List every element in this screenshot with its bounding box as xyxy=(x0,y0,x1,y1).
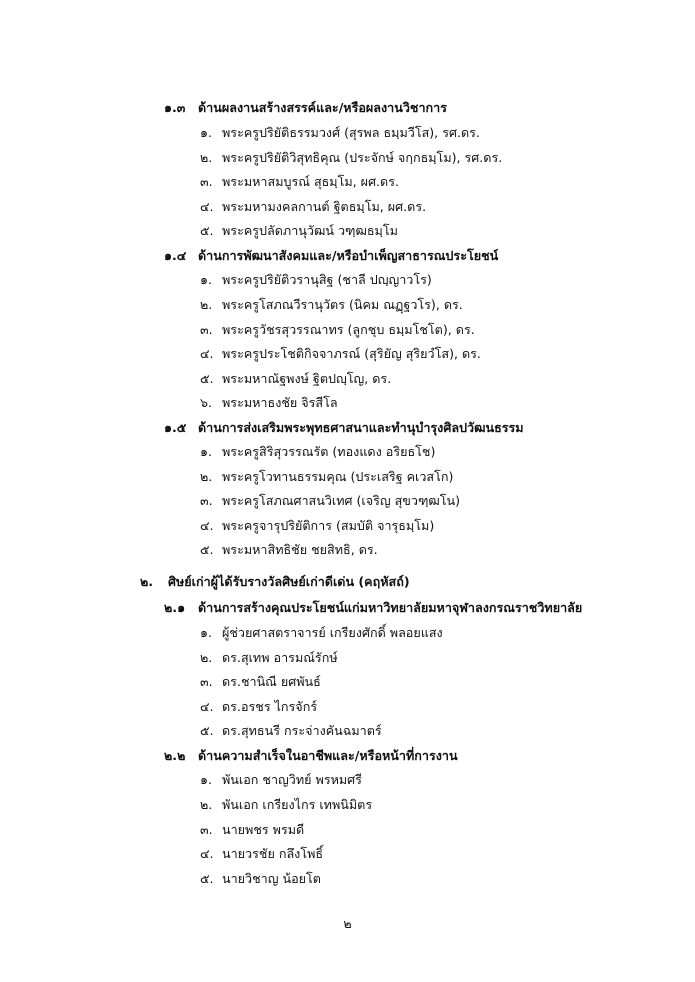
subsection-title: ด้านความสำเร็จในอาชีพและ/หรือหน้าที่การงาน xyxy=(198,748,458,763)
subsection-heading xyxy=(164,416,524,440)
item-text: นายวิชาญ น้อยโต xyxy=(222,871,321,886)
subsection-heading xyxy=(164,596,582,620)
item-number: ๑. xyxy=(200,444,212,459)
list-item xyxy=(200,121,480,145)
list-item xyxy=(200,695,317,719)
list-item xyxy=(200,514,434,538)
item-number: ๖. xyxy=(200,395,212,410)
item-text: พระครูโสภณศาสนวิเทศ (เจริญ สุขวฑฺฒโน) xyxy=(222,493,461,508)
subsection-number: ๑.๔ xyxy=(164,248,187,263)
subsection-title: ด้านการพัฒนาสังคมและ/หรือบำเพ็ญสาธารณประโยชน์ xyxy=(198,248,499,263)
item-number: ๕. xyxy=(200,542,214,557)
list-item xyxy=(200,170,399,194)
list-item xyxy=(200,646,338,670)
item-number: ๔. xyxy=(200,699,214,714)
item-text: พันเอก ชาญวิทย์ พรหมศรี xyxy=(222,772,362,787)
list-item xyxy=(200,621,443,645)
list-item xyxy=(200,489,460,513)
item-text: ดร.ชานิณี ยศพันธ์ xyxy=(222,674,321,689)
list-item xyxy=(200,342,481,366)
item-text: พระครูปริยัติวิสุทธิคุณ (ประจักษ์ จกฺกธมฺโม), รศ.ดร. xyxy=(222,150,503,165)
item-text: พระครูประโชติกิจจาภรณ์ (สุริยัญ สุริยวํโส), ดร. xyxy=(222,346,481,361)
subsection-heading xyxy=(164,744,458,768)
subsection-number: ๒.๒ xyxy=(164,748,186,763)
item-number: ๑. xyxy=(200,272,212,287)
subsection-number: ๒.๑ xyxy=(164,600,186,615)
item-number: ๒. xyxy=(200,797,213,812)
item-number: ๔. xyxy=(200,846,214,861)
list-item xyxy=(200,538,378,562)
list-item xyxy=(200,867,321,891)
item-text: พระมหามงคลกานต์ ฐิตธมฺโม, ผศ.ดร. xyxy=(222,199,427,214)
list-item xyxy=(200,268,432,292)
item-text: พันเอก เกรียงไกร เทพนิมิตร xyxy=(222,797,373,812)
subsection-title: ด้านการส่งเสริมพระพุทธศาสนาและทำนุบำรุงศิลปวัฒนธรรม xyxy=(198,420,524,435)
item-number: ๓. xyxy=(200,322,213,337)
subsection-title: ด้านการสร้างคุณประโยชน์แก่มหาวิทยาลัยมหาจุฬาลงกรณราชวิทยาลัย xyxy=(198,600,583,615)
item-number: ๒. xyxy=(200,297,213,312)
section-heading xyxy=(140,570,410,594)
item-number: ๕. xyxy=(200,223,214,238)
subsection-heading xyxy=(164,96,447,120)
item-text: พระครูปริยัติวรานุสิฐ (ชาลี ปญฺญาวโร) xyxy=(222,272,432,287)
item-text: พระครูสิริสุวรรณรัต (ทองแดง อริยธโช) xyxy=(222,444,436,459)
list-item xyxy=(200,465,453,489)
item-number: ๓. xyxy=(200,674,213,689)
list-item xyxy=(200,440,435,464)
item-number: ๒. xyxy=(200,150,213,165)
item-text: พระครูจารุปริยัติการ (สมบัติ จารุธมฺโม) xyxy=(222,518,435,533)
item-number: ๕. xyxy=(200,871,214,886)
item-number: ๕. xyxy=(200,371,214,386)
list-item xyxy=(200,719,382,743)
item-text: ดร.อรชร ไกรจักร์ xyxy=(222,699,318,714)
subsection-number: ๑.๕ xyxy=(164,420,187,435)
list-item xyxy=(200,219,398,243)
item-number: ๓. xyxy=(200,822,213,837)
item-number: ๑. xyxy=(200,125,212,140)
subsection-title: ด้านผลงานสร้างสรรค์และ/หรือผลงานวิชาการ xyxy=(198,100,448,115)
item-text: พระครูโสภณวีรานุวัตร (นิคม ณฏฺฐวโร), ดร. xyxy=(222,297,463,312)
list-item xyxy=(200,293,463,317)
item-text: พระมหาธงชัย จิรสีโล xyxy=(222,395,338,410)
item-text: พระมหาณัฐพงษ์ ฐิตปญฺโญ, ดร. xyxy=(222,371,392,386)
item-text: ดร.สุเทพ อารมณ์รักษ์ xyxy=(222,650,338,665)
list-item xyxy=(200,670,321,694)
item-text: พระมหาสมบูรณ์ สุธมฺโม, ผศ.ดร. xyxy=(222,174,400,189)
list-item xyxy=(200,195,426,219)
item-number: ๑. xyxy=(200,625,212,640)
list-item xyxy=(200,391,338,415)
subsection-number: ๑.๓ xyxy=(164,100,186,115)
item-number: ๔. xyxy=(200,346,214,361)
page-number: ๒ xyxy=(343,916,352,931)
list-item xyxy=(200,768,362,792)
item-text: ดร.สุทธนรี กระจ่างคันฉมาตร์ xyxy=(222,723,382,738)
item-text: พระครูปลัดภานุวัฒน์ วฑฺฒธมฺโม xyxy=(222,223,398,238)
item-number: ๓. xyxy=(200,174,213,189)
list-item xyxy=(200,842,323,866)
item-number: ๒. xyxy=(200,650,213,665)
list-item xyxy=(200,793,372,817)
item-text: ผู้ช่วยศาสตราจารย์ เกรียงศักดิ์ พลอยแสง xyxy=(222,625,443,640)
list-item xyxy=(200,146,502,170)
item-number: ๓. xyxy=(200,493,213,508)
item-text: นายพชร พรมดี xyxy=(222,822,305,837)
section-number: ๒. xyxy=(140,574,154,589)
item-text: นายวรชัย กลึงโพธิ์ xyxy=(222,846,324,861)
item-text: พระครูโวทานธรรมคุณ (ประเสริฐ คเวสโก) xyxy=(222,469,454,484)
item-text: พระครูวัชรสุวรรณาทร (ลูกชุบ ธมฺมโชโต), ดร. xyxy=(222,322,475,337)
item-number: ๔. xyxy=(200,199,214,214)
section-title: ศิษย์เก่าผู้ได้รับรางวัลศิษย์เก่าดีเด่น (คฤหัสถ์) xyxy=(168,574,410,589)
item-number: ๔. xyxy=(200,518,214,533)
item-text: พระมหาสิทธิชัย ชยสิทธิ, ดร. xyxy=(222,542,378,557)
list-item xyxy=(200,818,304,842)
list-item xyxy=(200,367,391,391)
subsection-heading xyxy=(164,244,498,268)
item-number: ๒. xyxy=(200,469,213,484)
list-item xyxy=(200,318,475,342)
item-text: พระครูปริยัติธรรมวงศ์ (สุรพล ธมฺมวีโส), รศ.ดร. xyxy=(222,125,480,140)
item-number: ๑. xyxy=(200,772,212,787)
item-number: ๕. xyxy=(200,723,214,738)
